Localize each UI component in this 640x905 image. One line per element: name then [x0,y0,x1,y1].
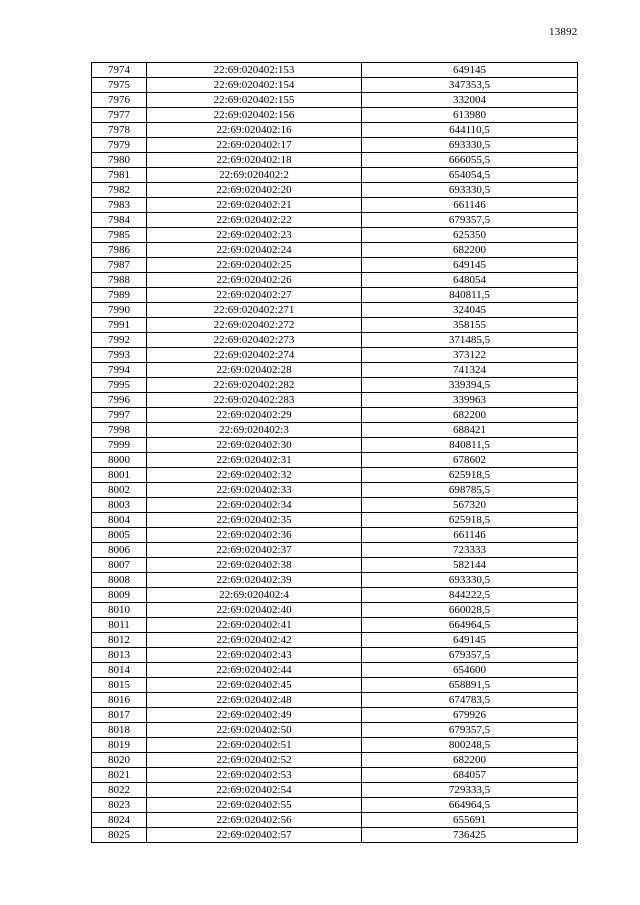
table-row [92,198,578,213]
row-number-cell: 8008 [92,573,147,588]
value-cell: 682200 [362,408,578,423]
table-row [92,618,578,633]
cadastral-number-cell: 22:69:020402:25 [147,258,362,273]
cadastral-number-cell: 22:69:020402:31 [147,453,362,468]
table-row [92,318,578,333]
table-row [92,183,578,198]
row-number-cell: 8011 [92,618,147,633]
registry-table-body [92,63,578,843]
row-number-cell: 8004 [92,513,147,528]
cadastral-number-cell: 22:69:020402:153 [147,63,362,78]
table-row [92,513,578,528]
value-cell: 567320 [362,498,578,513]
table-row [92,738,578,753]
value-cell: 840811,5 [362,438,578,453]
row-number-cell: 8013 [92,648,147,663]
cadastral-number-cell: 22:69:020402:274 [147,348,362,363]
cadastral-number-cell: 22:69:020402:49 [147,708,362,723]
value-cell: 693330,5 [362,138,578,153]
value-cell: 625350 [362,228,578,243]
row-number-cell: 7974 [92,63,147,78]
row-number-cell: 7981 [92,168,147,183]
cadastral-number-cell: 22:69:020402:272 [147,318,362,333]
table-row [92,813,578,828]
cadastral-number-cell: 22:69:020402:54 [147,783,362,798]
table-row [92,348,578,363]
page-number: 13892 [549,26,578,38]
cadastral-number-cell: 22:69:020402:29 [147,408,362,423]
cadastral-number-cell: 22:69:020402:53 [147,768,362,783]
table-row [92,633,578,648]
table-row [92,783,578,798]
value-cell: 658891,5 [362,678,578,693]
row-number-cell: 8020 [92,753,147,768]
row-number-cell: 7976 [92,93,147,108]
registry-table [91,62,578,843]
cadastral-number-cell: 22:69:020402:55 [147,798,362,813]
table-row [92,153,578,168]
cadastral-number-cell: 22:69:020402:18 [147,153,362,168]
row-number-cell: 8014 [92,663,147,678]
value-cell: 688421 [362,423,578,438]
table-row [92,558,578,573]
value-cell: 332004 [362,93,578,108]
value-cell: 660028,5 [362,603,578,618]
value-cell: 371485,5 [362,333,578,348]
value-cell: 679357,5 [362,648,578,663]
cadastral-number-cell: 22:69:020402:41 [147,618,362,633]
row-number-cell: 8006 [92,543,147,558]
table-row [92,468,578,483]
value-cell: 625918,5 [362,468,578,483]
cadastral-number-cell: 22:69:020402:39 [147,573,362,588]
row-number-cell: 7985 [92,228,147,243]
cadastral-number-cell: 22:69:020402:17 [147,138,362,153]
row-number-cell: 7997 [92,408,147,423]
row-number-cell: 7989 [92,288,147,303]
row-number-cell: 7995 [92,378,147,393]
cadastral-number-cell: 22:69:020402:4 [147,588,362,603]
table-row [92,93,578,108]
cadastral-number-cell: 22:69:020402:52 [147,753,362,768]
cadastral-number-cell: 22:69:020402:16 [147,123,362,138]
row-number-cell: 7979 [92,138,147,153]
row-number-cell: 8001 [92,468,147,483]
table-row [92,333,578,348]
table-row [92,768,578,783]
cadastral-number-cell: 22:69:020402:2 [147,168,362,183]
value-cell: 679357,5 [362,213,578,228]
value-cell: 678602 [362,453,578,468]
cadastral-number-cell: 22:69:020402:48 [147,693,362,708]
row-number-cell: 7999 [92,438,147,453]
table-row [92,723,578,738]
cadastral-number-cell: 22:69:020402:283 [147,393,362,408]
value-cell: 736425 [362,828,578,843]
row-number-cell: 8023 [92,798,147,813]
cadastral-number-cell: 22:69:020402:57 [147,828,362,843]
cadastral-number-cell: 22:69:020402:36 [147,528,362,543]
cadastral-number-cell: 22:69:020402:155 [147,93,362,108]
cadastral-number-cell: 22:69:020402:28 [147,363,362,378]
table-row [92,753,578,768]
table-row [92,363,578,378]
value-cell: 644110,5 [362,123,578,138]
cadastral-number-cell: 22:69:020402:45 [147,678,362,693]
row-number-cell: 8005 [92,528,147,543]
row-number-cell: 8010 [92,603,147,618]
table-row [92,693,578,708]
value-cell: 654600 [362,663,578,678]
cadastral-number-cell: 22:69:020402:26 [147,273,362,288]
table-row [92,288,578,303]
value-cell: 339394,5 [362,378,578,393]
cadastral-number-cell: 22:69:020402:22 [147,213,362,228]
cadastral-number-cell: 22:69:020402:37 [147,543,362,558]
table-row [92,123,578,138]
row-number-cell: 7975 [92,78,147,93]
row-number-cell: 7986 [92,243,147,258]
cadastral-number-cell: 22:69:020402:40 [147,603,362,618]
row-number-cell: 7991 [92,318,147,333]
table-row [92,483,578,498]
table-row [92,498,578,513]
row-number-cell: 8000 [92,453,147,468]
table-row [92,228,578,243]
table-row [92,168,578,183]
table-row [92,438,578,453]
row-number-cell: 8019 [92,738,147,753]
table-row [92,543,578,558]
value-cell: 729333,5 [362,783,578,798]
cadastral-number-cell: 22:69:020402:24 [147,243,362,258]
cadastral-number-cell: 22:69:020402:3 [147,423,362,438]
cadastral-number-cell: 22:69:020402:33 [147,483,362,498]
row-number-cell: 7977 [92,108,147,123]
table-row [92,63,578,78]
value-cell: 358155 [362,318,578,333]
value-cell: 682200 [362,243,578,258]
table-row [92,258,578,273]
row-number-cell: 7987 [92,258,147,273]
cadastral-number-cell: 22:69:020402:154 [147,78,362,93]
cadastral-number-cell: 22:69:020402:27 [147,288,362,303]
row-number-cell: 7983 [92,198,147,213]
table-row [92,303,578,318]
table-row [92,378,578,393]
table-row [92,423,578,438]
value-cell: 324045 [362,303,578,318]
cadastral-number-cell: 22:69:020402:32 [147,468,362,483]
value-cell: 655691 [362,813,578,828]
value-cell: 741324 [362,363,578,378]
row-number-cell: 8015 [92,678,147,693]
cadastral-number-cell: 22:69:020402:34 [147,498,362,513]
row-number-cell: 7992 [92,333,147,348]
table-row [92,138,578,153]
row-number-cell: 7993 [92,348,147,363]
cadastral-number-cell: 22:69:020402:156 [147,108,362,123]
value-cell: 844222,5 [362,588,578,603]
value-cell: 347353,5 [362,78,578,93]
value-cell: 661146 [362,198,578,213]
table-row [92,108,578,123]
cadastral-number-cell: 22:69:020402:21 [147,198,362,213]
cadastral-number-cell: 22:69:020402:38 [147,558,362,573]
cadastral-number-cell: 22:69:020402:30 [147,438,362,453]
row-number-cell: 8021 [92,768,147,783]
value-cell: 661146 [362,528,578,543]
value-cell: 684057 [362,768,578,783]
row-number-cell: 7982 [92,183,147,198]
value-cell: 679926 [362,708,578,723]
cadastral-number-cell: 22:69:020402:273 [147,333,362,348]
table-row [92,798,578,813]
cadastral-number-cell: 22:69:020402:42 [147,633,362,648]
table-row [92,708,578,723]
cadastral-number-cell: 22:69:020402:44 [147,663,362,678]
value-cell: 649145 [362,633,578,648]
cadastral-number-cell: 22:69:020402:20 [147,183,362,198]
row-number-cell: 7978 [92,123,147,138]
value-cell: 666055,5 [362,153,578,168]
value-cell: 674783,5 [362,693,578,708]
cadastral-number-cell: 22:69:020402:56 [147,813,362,828]
value-cell: 582144 [362,558,578,573]
cadastral-number-cell: 22:69:020402:271 [147,303,362,318]
table-row [92,243,578,258]
value-cell: 654054,5 [362,168,578,183]
value-cell: 648054 [362,273,578,288]
cadastral-number-cell: 22:69:020402:282 [147,378,362,393]
row-number-cell: 8018 [92,723,147,738]
row-number-cell: 7980 [92,153,147,168]
cadastral-number-cell: 22:69:020402:35 [147,513,362,528]
value-cell: 682200 [362,753,578,768]
value-cell: 613980 [362,108,578,123]
row-number-cell: 8007 [92,558,147,573]
table-row [92,78,578,93]
cadastral-number-cell: 22:69:020402:23 [147,228,362,243]
value-cell: 649145 [362,63,578,78]
value-cell: 698785,5 [362,483,578,498]
value-cell: 693330,5 [362,183,578,198]
row-number-cell: 8003 [92,498,147,513]
table-row [92,408,578,423]
row-number-cell: 8016 [92,693,147,708]
table-row [92,453,578,468]
table-row [92,648,578,663]
row-number-cell: 7994 [92,363,147,378]
value-cell: 840811,5 [362,288,578,303]
table-row [92,588,578,603]
row-number-cell: 7990 [92,303,147,318]
table-row [92,528,578,543]
cadastral-number-cell: 22:69:020402:43 [147,648,362,663]
table-row [92,213,578,228]
table-row [92,663,578,678]
value-cell: 679357,5 [362,723,578,738]
row-number-cell: 8002 [92,483,147,498]
row-number-cell: 8012 [92,633,147,648]
value-cell: 373122 [362,348,578,363]
value-cell: 339963 [362,393,578,408]
table-row [92,828,578,843]
value-cell: 693330,5 [362,573,578,588]
row-number-cell: 7988 [92,273,147,288]
value-cell: 664964,5 [362,798,578,813]
cadastral-number-cell: 22:69:020402:51 [147,738,362,753]
row-number-cell: 8022 [92,783,147,798]
table-row [92,678,578,693]
row-number-cell: 7984 [92,213,147,228]
row-number-cell: 8017 [92,708,147,723]
value-cell: 649145 [362,258,578,273]
row-number-cell: 8024 [92,813,147,828]
value-cell: 664964,5 [362,618,578,633]
table-row [92,573,578,588]
row-number-cell: 7996 [92,393,147,408]
value-cell: 800248,5 [362,738,578,753]
table-row [92,603,578,618]
value-cell: 625918,5 [362,513,578,528]
table-row [92,393,578,408]
row-number-cell: 8025 [92,828,147,843]
cadastral-number-cell: 22:69:020402:50 [147,723,362,738]
table-row [92,273,578,288]
value-cell: 723333 [362,543,578,558]
row-number-cell: 8009 [92,588,147,603]
row-number-cell: 7998 [92,423,147,438]
